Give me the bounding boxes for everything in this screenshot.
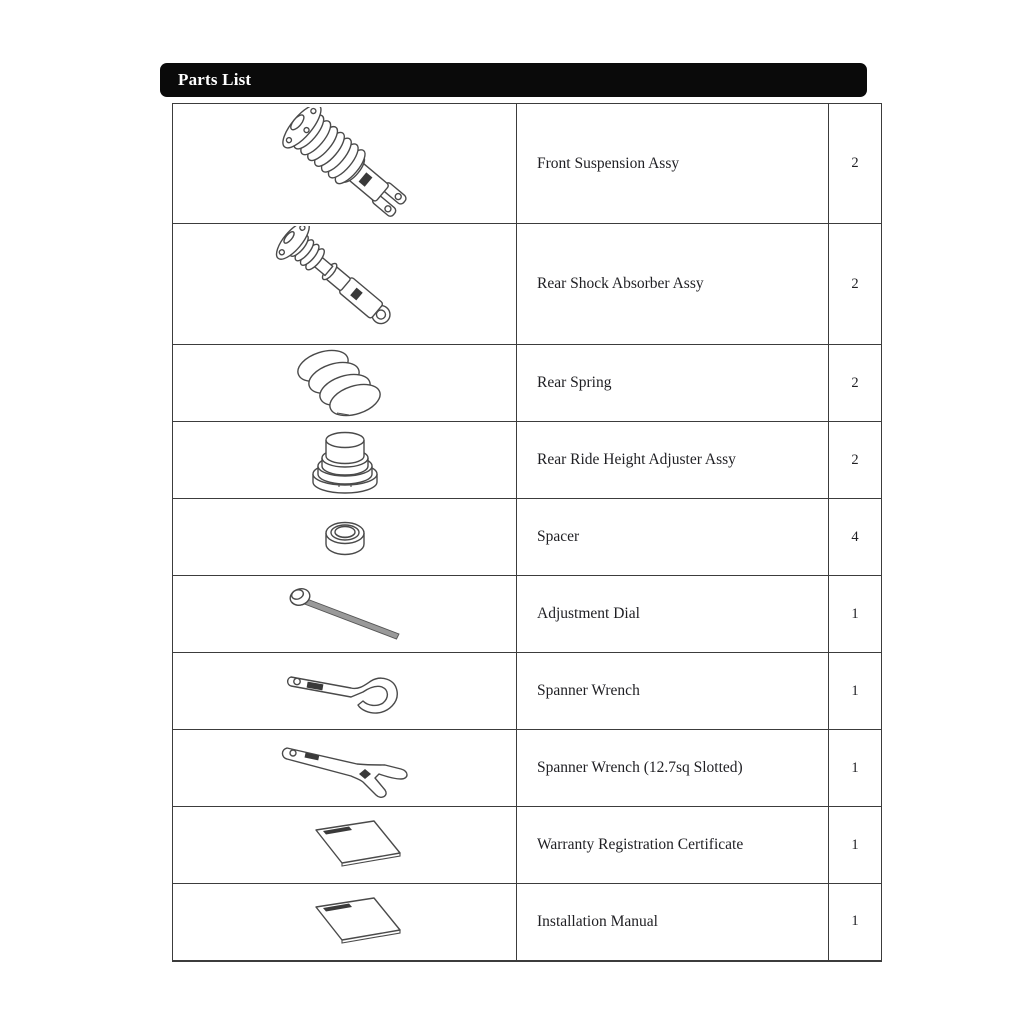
part-quantity: 1 xyxy=(851,759,859,776)
table-row xyxy=(173,345,882,422)
part-quantity: 1 xyxy=(851,605,859,622)
rear-shock-absorber-assy-illustration xyxy=(229,226,461,342)
part-quantity-cell xyxy=(829,807,882,884)
part-name-cell xyxy=(517,422,829,499)
adjustment-dial-illustration xyxy=(282,584,408,644)
part-name: Rear Spring xyxy=(537,374,612,391)
part-illustration-cell xyxy=(173,576,517,653)
part-illustration-cell xyxy=(173,499,517,576)
part-quantity: 2 xyxy=(851,275,859,292)
warranty-registration-certificate-illustration xyxy=(286,817,404,873)
rear-ride-height-adjuster-assy-illustration xyxy=(297,426,393,494)
part-name: Rear Ride Height Adjuster Assy xyxy=(537,451,736,468)
part-quantity: 1 xyxy=(851,913,859,930)
part-name-cell xyxy=(517,104,829,224)
spanner-wrench-illustration xyxy=(281,664,409,718)
spanner-wrench-slotted-illustration xyxy=(277,738,413,798)
table-row xyxy=(173,730,882,807)
table-row xyxy=(173,576,882,653)
part-quantity-cell xyxy=(829,224,882,345)
part-name-cell xyxy=(517,807,829,884)
front-suspension-assy-illustration xyxy=(229,107,461,221)
part-quantity: 1 xyxy=(851,836,859,853)
part-illustration-cell xyxy=(173,104,517,224)
table-row xyxy=(173,807,882,884)
part-quantity: 2 xyxy=(851,451,859,468)
part-name-cell xyxy=(517,730,829,807)
part-name: Installation Manual xyxy=(537,912,658,930)
table-row xyxy=(173,104,882,224)
table-row xyxy=(173,884,882,961)
part-name: Rear Shock Absorber Assy xyxy=(537,275,704,292)
part-quantity: 4 xyxy=(851,528,859,545)
part-illustration-cell xyxy=(173,422,517,499)
part-name-cell xyxy=(517,224,829,345)
part-illustration-cell xyxy=(173,653,517,730)
part-name: Spacer xyxy=(537,528,580,545)
table-row xyxy=(173,422,882,499)
spacer-illustration xyxy=(316,515,374,559)
part-quantity-cell xyxy=(829,884,882,961)
table-row xyxy=(173,653,882,730)
parts-list-header xyxy=(160,63,867,97)
part-illustration-cell xyxy=(173,884,517,961)
part-illustration-cell xyxy=(173,807,517,884)
part-name-cell xyxy=(517,576,829,653)
part-quantity: 2 xyxy=(851,374,859,391)
table-row xyxy=(173,224,882,345)
page-title: Parts List xyxy=(178,70,252,89)
parts-table-body xyxy=(173,104,882,961)
part-quantity: 1 xyxy=(851,682,859,699)
part-quantity-cell xyxy=(829,653,882,730)
part-illustration-cell xyxy=(173,730,517,807)
part-quantity-cell xyxy=(829,576,882,653)
installation-manual-illustration xyxy=(286,894,404,950)
part-quantity: 2 xyxy=(851,155,859,171)
part-name: Front Suspension Assy xyxy=(537,154,680,172)
part-illustration-cell xyxy=(173,224,517,345)
part-name: Adjustment Dial xyxy=(537,605,640,622)
part-quantity-cell xyxy=(829,730,882,807)
part-name: Spanner Wrench xyxy=(537,682,640,699)
part-name-cell xyxy=(517,653,829,730)
part-name-cell xyxy=(517,345,829,422)
part-name: Spanner Wrench (12.7sq Slotted) xyxy=(537,759,743,776)
part-quantity-cell xyxy=(829,104,882,224)
part-name: Warranty Registration Certificate xyxy=(537,836,744,853)
part-quantity-cell xyxy=(829,422,882,499)
part-name-cell xyxy=(517,884,829,961)
parts-table xyxy=(172,103,882,962)
table-row xyxy=(173,499,882,576)
rear-spring-illustration xyxy=(293,347,397,419)
part-quantity-cell xyxy=(829,499,882,576)
part-name-cell xyxy=(517,499,829,576)
part-quantity-cell xyxy=(829,345,882,422)
part-illustration-cell xyxy=(173,345,517,422)
